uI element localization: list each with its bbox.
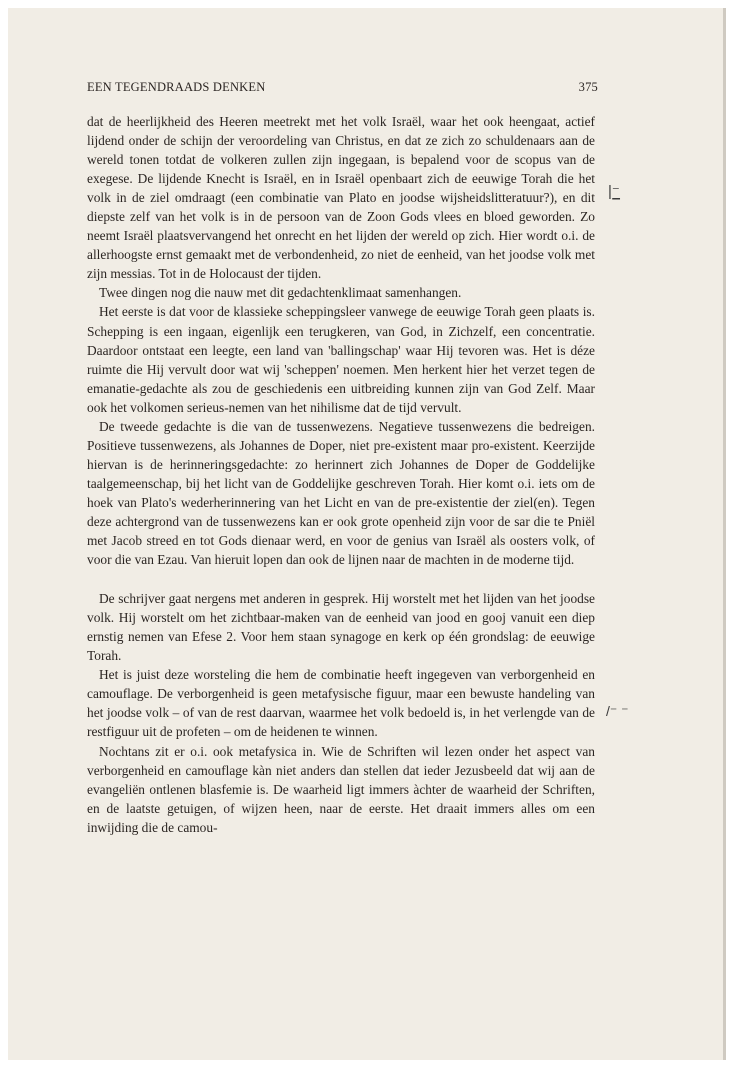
paragraph: De tweede gedachte is die van de tussenwezens. Negatieve tussenwezens die bedreigen. Positieve tussenwezens, als Johannes de Doper, niet pre-existent maar pro-existent. Keerzijde hiervan is de herinneringsgedachte: zo herinnert zich Johannes de Doper de Goddelijke taalgemeenschap, bij het licht van de Goddelijke geschreven Torah. Hier komt o.i. iets om de hoek van Plato's wederherinnering van het Licht en van de pre-existentie der ziel(en). Tegen deze achtergrond van de tussenwezens kan er ook grote openheid zijn voor de sar die te Pniël met Jacob streed en tot Gods dienaar werd, en voor de genius van Israël als oosters volk, of voor die van Ezau. Van hieruit lopen dan ook de lijnen naar de machten in de moderne tijd. (87, 418, 595, 568)
margin-annotation: /⁻ ⁻ (606, 703, 629, 719)
margin-annotation: |⁻̲ (608, 183, 620, 200)
page-number: 375 (578, 80, 598, 94)
paragraph: Het eerste is dat voor de klassieke scheppingsleer vanwege de eeuwige Torah geen plaats is. Schepping is een ingaan, eigenlijk een terugkeren, van God, in Zichzelf, een concentratie. Daardoor ontstaat een leegte, een land van 'ballingschap' waar Hij tevoren was. Het is déze ruimte die Hij vervult door wat wij 'scheppen' noemen. Men herkent hier het verzet tegen de emanatie-gedachte als zou de geschiedenis een uitbreiding kunnen zijn van God Zelf. Maar ook het volkomen serieus-nemen van het nihilisme dat de tijd vervult. (87, 304, 595, 415)
body-text (87, 112, 595, 837)
paragraph: Twee dingen nog die nauw met dit gedachtenklimaat samenhangen. (99, 285, 462, 301)
page-edge (723, 8, 726, 1060)
running-header (87, 80, 598, 95)
running-title: EEN TEGENDRAADS DENKEN (87, 80, 266, 94)
paragraph: Het is juist deze worsteling die hem de combinatie heeft ingegeven van verborgenheid en camouflage. De verborgenheid is geen metafysische figuur, maar een bewuste handeling van het joodse volk – of van de rest daarvan, waarmee het volk bedoeld is, in het verlengde van de restfiguur uit de profeten – om de heidenen te winnen. (87, 667, 595, 740)
paragraph: dat de heerlijkheid des Heeren meetrekt met het volk Israël, waar het ook heengaat, actief lijdend onder de schijn der veroordeling van Christus, en dat ze zich zo schuldenaars aan de wereld tonen totdat de volkeren zullen zijn ingegaan, is bepalend voor de scopus van de exegese. De lijdende Knecht is Israël, en in Israël openbaart zich de eeuwige Torah die het volk in de ziel omdraagt (een combinatie van Plato en joodse wijsheidslitteratuur?), en dit diepste zelf van het volk is in de persoon van de Zoon Gods vlees en bloed geworden. Zo neemt Israël plaatsvervangend het onrecht en het lijden der wereld op zich. Hier wordt o.i. de allerhoogste ernst gemaakt met de verbondenheid, zo niet de eenheid, van het joodse volk met zijn messias. Tot in de Holocaust der tijden. (87, 114, 595, 282)
paragraph: Nochtans zit er o.i. ook metafysica in. Wie de Schriften wil lezen onder het aspect van verborgenheid en camouflage kàn niet anders dan stellen dat ieder Jezusbeeld dat wij aan de evangeliën ontlenen blasfemie is. De waarheid ligt immers àchter de waarheid der Schriften, en de laatste getuigen, of wijzen heen, naar de eerste. Het draait immers alles om een inwijding die de camou- (87, 743, 595, 835)
paragraph: De schrijver gaat nergens met anderen in gesprek. Hij worstelt met het lijden van het joodse volk. Hij worstelt om het zichtbaar-maken van de eenheid van jood en gooj vanuit een diep ernstig nemen van Efese 2. Voor hem staan synagoge en kerk op één grondslag: de eeuwige Torah. (87, 591, 595, 664)
